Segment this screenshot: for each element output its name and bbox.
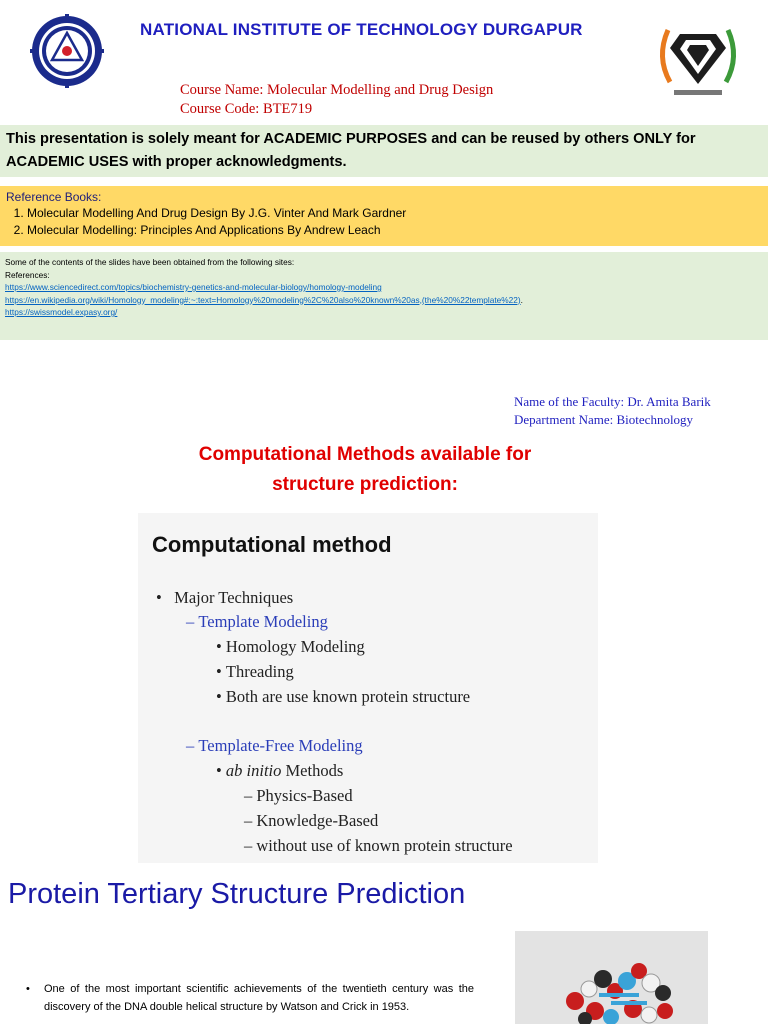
title-slide [0, 0, 768, 427]
list-item: • Both are use known protein structure [216, 687, 471, 706]
course-name: Course Name: Molecular Modelling and Drug Design [180, 82, 494, 98]
reference-link-sciencedirect[interactable]: https://www.sciencedirect.com/topics/biochemistry-genetics-and-molecular-biology/homology-modeling [5, 282, 382, 292]
list-item: • ab initio Methods [216, 761, 344, 780]
department-name: Department Name: Biotechnology [514, 412, 694, 427]
slide-title-line: Computational Methods available for [198, 444, 532, 465]
dna-model-image [515, 931, 708, 1024]
list-item: – Template Modeling [186, 612, 328, 631]
list-item: • Threading [216, 662, 294, 681]
course-code: Course Code: BTE719 [180, 101, 313, 117]
faculty-name: Name of the Faculty: Dr. Amita Barik [514, 394, 711, 409]
notice-text: This presentation is solely meant for ACADEMIC PURPOSES and can be reused by others ONLY for ACADEMIC USES with proper acknowledgments. [6, 131, 696, 170]
list-item: 1. Molecular Modelling And Drug Design By J.G. Vinter And Mark Gardner [27, 205, 768, 222]
list-item: – Template-Free Modeling [186, 736, 363, 755]
list-item: – without use of known protein structure [244, 836, 513, 855]
diamond-jubilee-logo [652, 12, 744, 102]
nit-durgapur-logo [30, 14, 104, 88]
reference-books-box [0, 186, 768, 246]
list-item: 2. Molecular Modelling: Principles And Applications By Andrew Leach [27, 222, 768, 239]
bullet-paragraph [28, 980, 474, 1016]
sources-intro: Some of the contents of the slides have been obtained from the following sites: [5, 257, 295, 267]
slide-title-line: structure prediction: [272, 474, 458, 495]
reference-link-wikipedia[interactable]: https://en.wikipedia.org/wiki/Homology_modeling#:~:text=Homology%20modeling%2C%20also%20known%20as,(the%20%22template%22) [5, 294, 521, 305]
web-references-box: Some of the contents of the slides have been obtained from the following sites: References: https://www.sciencedirect.com/topics/biochemistry-genetics-and-molecular-biology/homology-modeling https://en.wikipedia.org/wiki/Homology_modeling#:~:text=Homology%20modeling%2C%20also%20known%20as,(the%20%22template%22). https://swissmodel.expasy.org/ [0, 252, 768, 340]
bullet-icon: • [26, 983, 30, 995]
slide-title [130, 440, 600, 500]
slide-title: Protein Tertiary Structure Prediction [8, 878, 466, 910]
reference-link-swissmodel[interactable]: https://swissmodel.expasy.org/ [5, 307, 118, 317]
list-item: – Knowledge-Based [244, 811, 379, 830]
list-item: – Physics-Based [244, 786, 353, 805]
reference-books-title: Reference Books: [6, 190, 102, 204]
list-item: • Major Techniques [156, 588, 294, 607]
bullet-text: One of the most important scientific achievements of the twentieth century was the discovery of the DNA double helical structure by Watson and Crick in 1953. [44, 983, 474, 1013]
list-item: • Homology Modeling [216, 637, 365, 656]
references-label: References: [5, 269, 50, 280]
institute-name: NATIONAL INSTITUTE OF TECHNOLOGY DURGAPUR [140, 20, 583, 39]
academic-notice [0, 125, 768, 177]
figure-heading: Computational method [152, 532, 392, 557]
computational-method-figure [138, 513, 598, 863]
reference-books-list [0, 205, 768, 239]
